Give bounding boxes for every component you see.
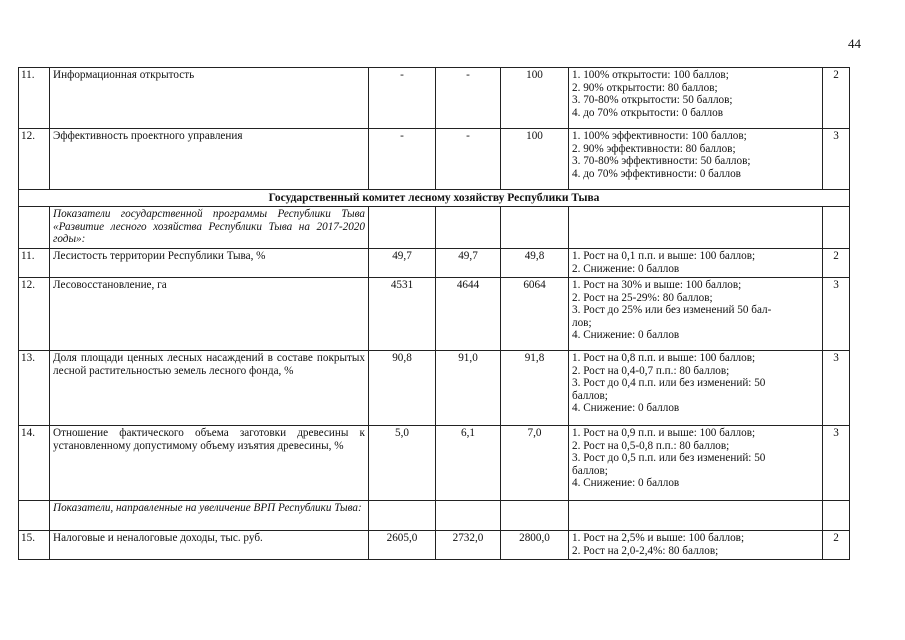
indicator-name: Лесистость территории Республики Тыва, % — [50, 249, 369, 278]
empty-cell — [369, 207, 436, 249]
table-row — [19, 278, 850, 351]
criteria-cell — [569, 129, 823, 190]
indicators-table — [18, 67, 850, 560]
value-2: 6,1 — [436, 426, 501, 501]
table-row — [19, 351, 850, 426]
value-2: - — [436, 68, 501, 129]
empty-cell — [19, 501, 50, 531]
table-row — [19, 531, 850, 560]
empty-cell — [501, 501, 569, 531]
value-2: 91,0 — [436, 351, 501, 426]
criteria-line: баллов; — [572, 464, 608, 477]
value-3: 49,8 — [501, 249, 569, 278]
subheader-row — [19, 207, 850, 249]
empty-cell — [436, 207, 501, 249]
criteria-line: 1. 100% эффективности: 100 баллов; — [572, 130, 747, 142]
value-3: 100 — [501, 129, 569, 190]
criteria-cell — [569, 278, 823, 351]
criteria-line: 1. Рост на 2,5% и выше: 100 баллов; — [572, 532, 745, 544]
criteria-line: 4. Снижение: 0 баллов — [572, 477, 680, 490]
indicator-name: Информационная открытость — [50, 68, 369, 129]
value-3: 2800,0 — [501, 531, 569, 560]
criteria-line: 2. 90% открытости: 80 баллов; — [572, 81, 718, 94]
criteria-line: 4. до 70% эффективности: 0 баллов — [572, 167, 741, 180]
empty-cell — [369, 501, 436, 531]
criteria-cell — [569, 68, 823, 129]
value-1: 49,7 — [369, 249, 436, 278]
criteria-line: лов; — [572, 316, 592, 329]
criteria-line: 3. Рост до 25% или без изменений 50 бал- — [572, 304, 772, 317]
value-3: 7,0 — [501, 426, 569, 501]
criteria-line: 1. Рост на 0,9 п.п. и выше: 100 баллов; — [572, 427, 756, 439]
weight: 2 — [823, 531, 850, 560]
subheader-row — [19, 501, 850, 531]
value-3: 6064 — [501, 278, 569, 351]
table-body — [19, 68, 850, 560]
criteria-line: 3. 70-80% эффективности: 50 баллов; — [572, 155, 751, 168]
value-1: 5,0 — [369, 426, 436, 501]
criteria-line: 2. Рост на 2,0-2,4%: 80 баллов; — [572, 544, 719, 557]
value-1: 90,8 — [369, 351, 436, 426]
value-1: - — [369, 68, 436, 129]
criteria-line: 2. Рост на 0,5-0,8 п.п.: 80 баллов; — [572, 439, 730, 452]
indicator-name: Лесовосстановление, га — [50, 278, 369, 351]
page-number: 44 — [848, 36, 861, 51]
criteria-cell — [569, 249, 823, 278]
criteria-line: 1. 100% открытости: 100 баллов; — [572, 69, 729, 81]
empty-cell — [501, 207, 569, 249]
row-number: 12. — [19, 129, 50, 190]
table-row — [19, 129, 850, 190]
row-number: 13. — [19, 351, 50, 426]
value-1: 4531 — [369, 278, 436, 351]
empty-cell — [823, 501, 850, 531]
indicator-name: Доля площади ценных лесных насаждений в составе покрытых лесной растительностью земель лесного фонда, % — [50, 351, 369, 426]
weight: 3 — [823, 278, 850, 351]
criteria-line: 4. Снижение: 0 баллов — [572, 402, 680, 415]
criteria-line: 4. до 70% открытости: 0 баллов — [572, 106, 724, 119]
value-3: 91,8 — [501, 351, 569, 426]
section-header-row — [19, 190, 850, 207]
section-title: Государственный комитет лесному хозяйству Республики Тыва — [19, 190, 850, 207]
criteria-line: 1. Рост на 0,8 п.п. и выше: 100 баллов; — [572, 352, 756, 364]
criteria-line: баллов; — [572, 389, 608, 402]
criteria-line: 2. 90% эффективности: 80 баллов; — [572, 142, 736, 155]
empty-cell — [569, 207, 823, 249]
grp-subheader: Показатели, направленные на увеличение ВРП Республики Тыва: — [50, 501, 369, 531]
indicator-name: Отношение фактического объема заготовки древесины к установленному допустимому объему изъятия древесины, % — [50, 426, 369, 501]
row-number: 11. — [19, 68, 50, 129]
value-2: 2732,0 — [436, 531, 501, 560]
empty-cell — [823, 207, 850, 249]
row-number: 15. — [19, 531, 50, 560]
criteria-cell — [569, 351, 823, 426]
empty-cell — [569, 501, 823, 531]
criteria-line: 2. Снижение: 0 баллов — [572, 262, 680, 275]
value-1: - — [369, 129, 436, 190]
criteria-line: 3. Рост до 0,5 п.п. или без изменений: 50 — [572, 452, 766, 465]
table-row — [19, 249, 850, 278]
empty-cell — [19, 207, 50, 249]
criteria-line: 2. Рост на 0,4-0,7 п.п.: 80 баллов; — [572, 364, 730, 377]
criteria-cell — [569, 426, 823, 501]
table-row — [19, 426, 850, 501]
weight: 3 — [823, 129, 850, 190]
weight: 3 — [823, 426, 850, 501]
criteria-line: 3. Рост до 0,4 п.п. или без изменений: 50 — [572, 377, 766, 390]
weight: 3 — [823, 351, 850, 426]
criteria-line: 4. Снижение: 0 баллов — [572, 329, 680, 342]
value-1: 2605,0 — [369, 531, 436, 560]
criteria-line: 3. 70-80% открытости: 50 баллов; — [572, 94, 733, 107]
criteria-cell — [569, 531, 823, 560]
indicators-table-wrap — [18, 67, 850, 560]
indicator-name: Эффективность проектного управления — [50, 129, 369, 190]
criteria-line: 1. Рост на 30% и выше: 100 баллов; — [572, 279, 742, 291]
criteria-line: 2. Рост на 25-29%: 80 баллов; — [572, 291, 713, 304]
value-2: 49,7 — [436, 249, 501, 278]
weight: 2 — [823, 68, 850, 129]
table-row — [19, 68, 850, 129]
row-number: 14. — [19, 426, 50, 501]
criteria-line: 1. Рост на 0,1 п.п. и выше: 100 баллов; — [572, 250, 756, 262]
value-2: - — [436, 129, 501, 190]
weight: 2 — [823, 249, 850, 278]
value-3: 100 — [501, 68, 569, 129]
program-subheader: Показатели государственной программы Республики Тыва «Развитие лесного хозяйства Республики Тыва на 2017-2020 годы»: — [50, 207, 369, 249]
value-2: 4644 — [436, 278, 501, 351]
indicator-name: Налоговые и неналоговые доходы, тыс. руб. — [50, 531, 369, 560]
empty-cell — [436, 501, 501, 531]
row-number: 12. — [19, 278, 50, 351]
row-number: 11. — [19, 249, 50, 278]
